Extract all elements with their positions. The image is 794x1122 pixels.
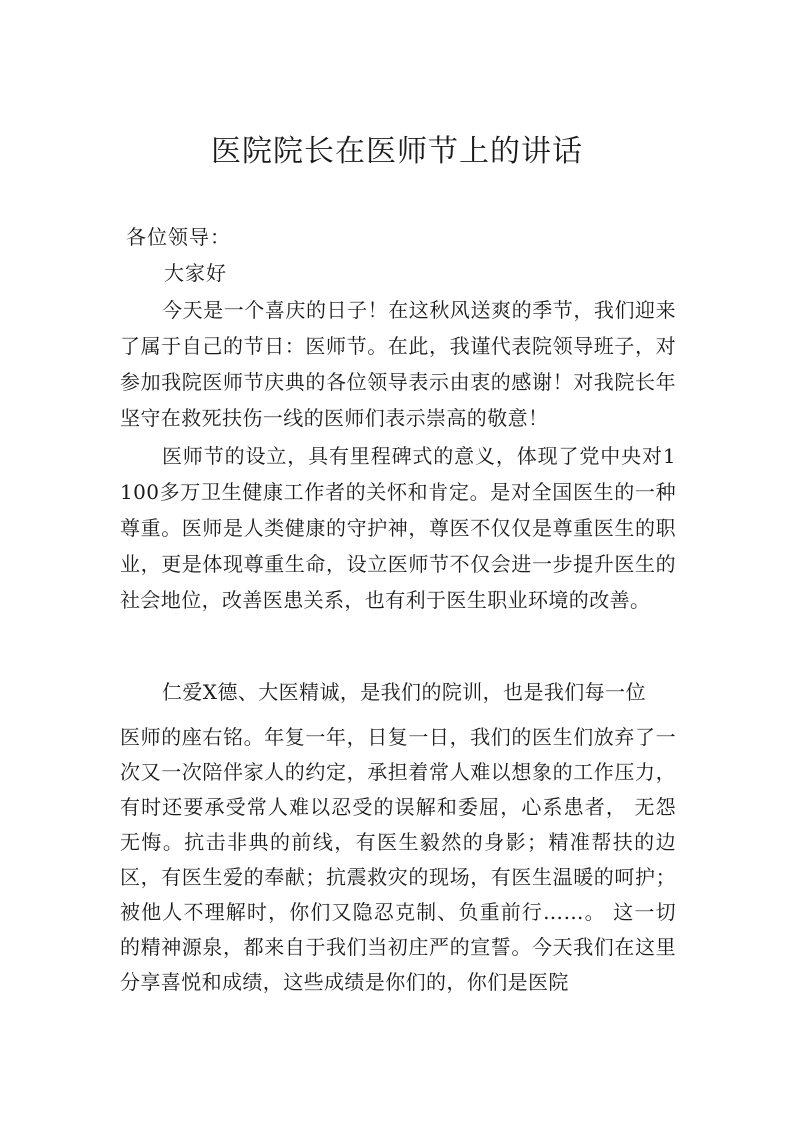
salutation: 各位领导： — [126, 225, 231, 249]
greeting: 大家好 — [164, 261, 227, 285]
paragraph-3: 仁爱X德、大医精诚，是我们的院训，也是我们每一位 — [162, 680, 646, 704]
paragraph-2: 医师节的设立，具有里程碑式的意义，体现了党中央对1100多万卫生健康工作者的关怀和肯定。是对全国医生的一种尊重。医师是人类健康的守护神，尊医不仅仅是尊重医生的职业，更是体现尊重生命，设立医师节不仅会进一步提升医生的社会地位，改善医患关系，也有利于医生职业环境的改善。 — [120, 444, 676, 612]
paragraph-4: 医师的座右铭。年复一年，日复一日，我们的医生们放弃了一次又一次陪伴家人的约定，承担着常人难以想象的工作压力，有时还要承受常人难以忍受的误解和委屈，心系患者， 无怨无悔。抗击非典的前线，有医生毅然的身影；精准帮扶的边区，有医生爱的奉献；抗震救灾的现场，有医生温暖的呵护；被他人不理解时，你们又隐忍克制、负重前行……。 这一切的精神源泉，都来自于我们当初庄严的宣誓。今天我们在这里分享喜悦和成绩，这些成绩是你们的，你们是医院 — [120, 725, 676, 994]
page-title: 医院院长在医师节上的讲话 — [211, 134, 583, 169]
paragraph-1: 今天是一个喜庆的日子！在这秋风送爽的季节，我们迎来了属于自己的节日：医师节。在此，我谨代表院领导班子，对参加我院医师节庆典的各位领导表示由衷的感谢！对我院长年坚守在救死扶伤一线的医师们表示崇高的敬意！ — [120, 298, 676, 430]
